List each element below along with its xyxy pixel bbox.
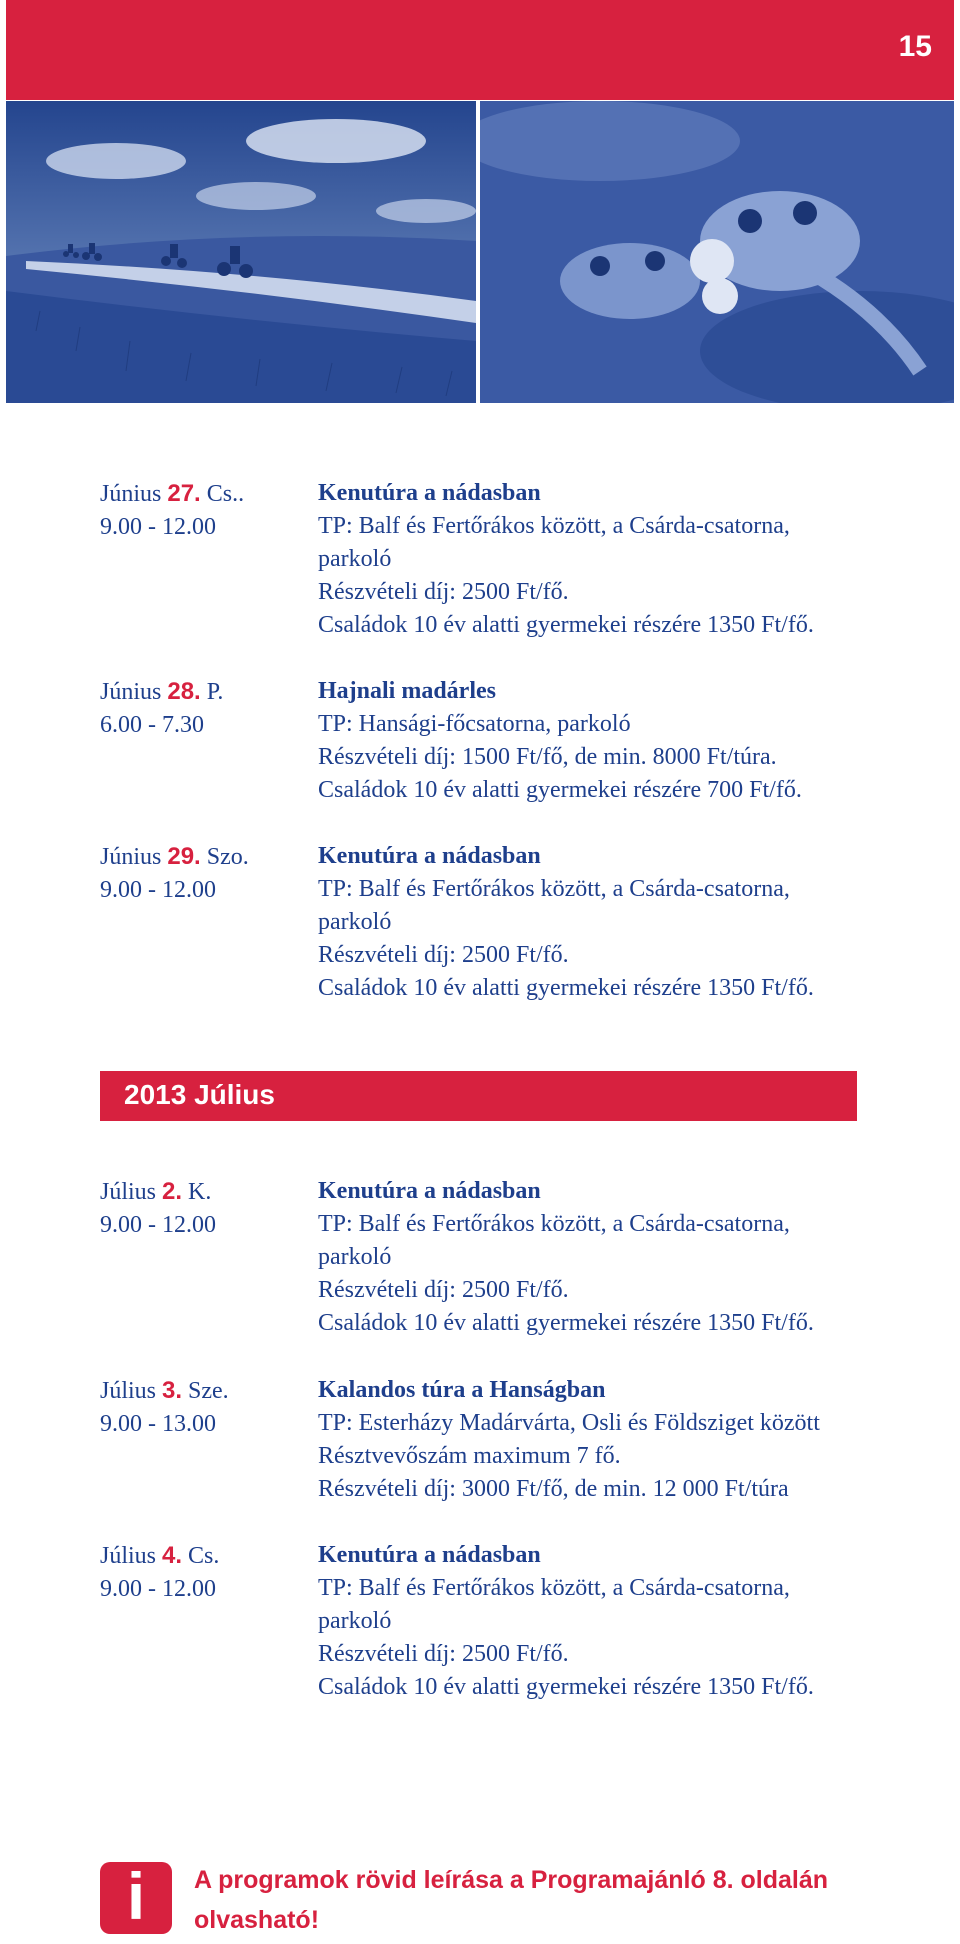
event-date: Június 27. Cs.. 9.00 - 12.00: [100, 477, 315, 544]
event-time: 9.00 - 12.00: [100, 514, 216, 540]
event-details: Kenutúra a nádasban TP: Balf és Fertőrákos között, a Csárda-csatorna, parkoló Részvételi díj: 2500 Ft/fő. Családok 10 év alatti gyermekei részére 1350 Ft/fő.: [318, 477, 918, 642]
frog-left: [560, 243, 700, 319]
month-heading: 2013 Július: [124, 1079, 275, 1110]
page-number: 15: [898, 30, 932, 63]
header-bar: [6, 0, 954, 100]
month-heading-bar: [100, 1071, 857, 1121]
event-time: 6.00 - 7.30: [100, 712, 204, 738]
event-time: 9.00 - 12.00: [100, 1212, 216, 1238]
info-icon: i: [100, 1862, 172, 1934]
event-date: Július 3. Sze. 9.00 - 13.00: [100, 1374, 315, 1441]
cyclists-photo: [6, 101, 476, 403]
event-title: Kalandos túra a Hanságban: [318, 1377, 606, 1403]
event-date: Június 28. P. 6.00 - 7.30: [100, 675, 315, 742]
event-details: Kenutúra a nádasban TP: Balf és Fertőrákos között, a Csárda-csatorna, parkoló Részvételi díj: 2500 Ft/fő. Családok 10 év alatti gyermekei részére 1350 Ft/fő.: [318, 840, 918, 1005]
photo-strip: [6, 101, 954, 403]
footer-note: A programok rövid leírása a Programajánló 8. oldalán olvasható!: [194, 1866, 828, 1934]
event-details: Kenutúra a nádasban TP: Balf és Fertőrákos között, a Csárda-csatorna, parkoló Részvételi díj: 2500 Ft/fő. Családok 10 év alatti gyermekei részére 1350 Ft/fő.: [318, 1175, 918, 1340]
event-title: Kenutúra a nádasban: [318, 480, 541, 506]
event-title: Hajnali madárles: [318, 678, 496, 704]
event-details: Kenutúra a nádasban TP: Balf és Fertőrákos között, a Csárda-csatorna, parkoló Részvételi díj: 2500 Ft/fő. Családok 10 év alatti gyermekei részére 1350 Ft/fő.: [318, 1539, 918, 1704]
event-date: Július 2. K. 9.00 - 12.00: [100, 1175, 315, 1242]
event-date: Június 29. Szo. 9.00 - 12.00: [100, 840, 315, 907]
event-title: Kenutúra a nádasban: [318, 1542, 541, 1568]
event-time: 9.00 - 13.00: [100, 1411, 216, 1437]
event-details: Hajnali madárles TP: Hansági-főcsatorna, parkoló Részvételi díj: 1500 Ft/fő, de min. 8000 Ft/túra. Családok 10 év alatti gyermekei részére 700 Ft/fő.: [318, 675, 918, 807]
event-date: Július 4. Cs. 9.00 - 12.00: [100, 1539, 315, 1606]
event-title: Kenutúra a nádasban: [318, 1178, 541, 1204]
event-details: Kalandos túra a Hanságban TP: Esterházy Madárvárta, Osli és Földsziget között Résztvevőszám maximum 7 fő. Részvételi díj: 3000 Ft/fő, de min. 12 000 Ft/túra: [318, 1374, 918, 1506]
frogs-photo: [480, 101, 954, 403]
event-title: Kenutúra a nádasban: [318, 843, 541, 869]
event-time: 9.00 - 12.00: [100, 877, 216, 903]
event-time: 9.00 - 12.00: [100, 1576, 216, 1602]
